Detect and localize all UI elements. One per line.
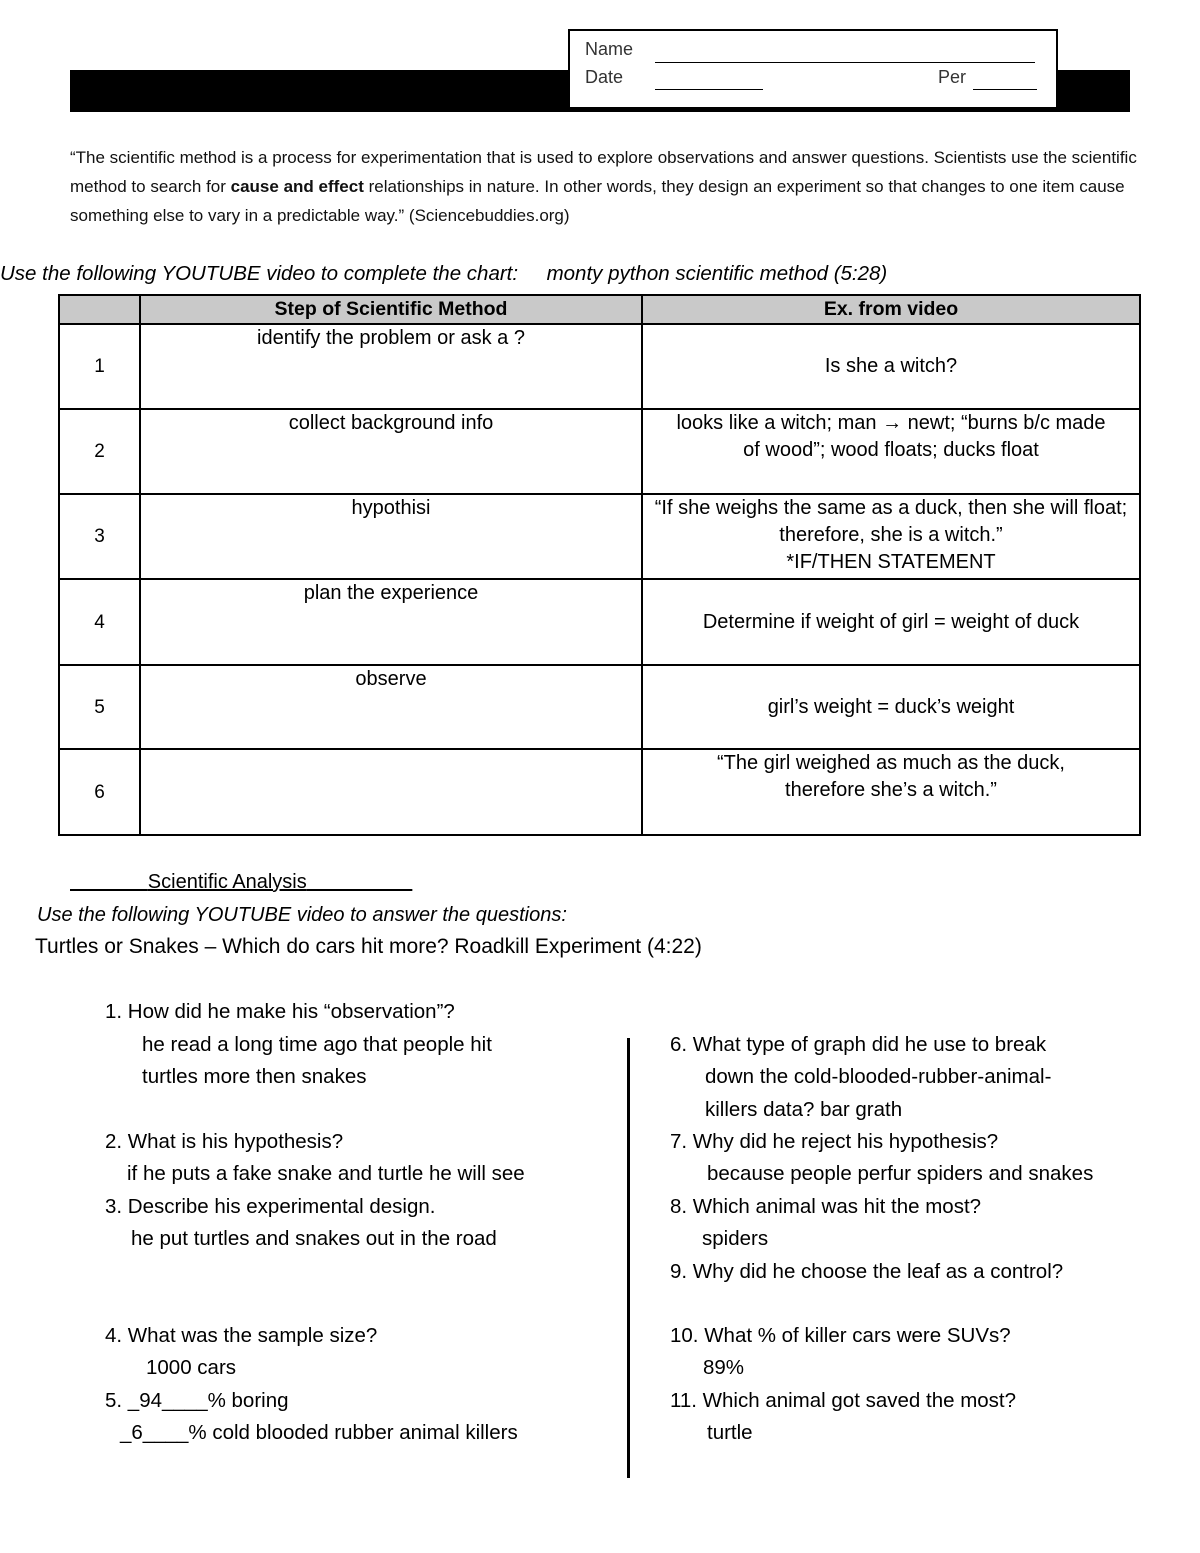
answer-1-line-1: he read a long time ago that people hit xyxy=(142,1033,492,1056)
question-8: 8. Which animal was hit the most? xyxy=(670,1195,982,1218)
question-6-line-1: 6. What type of graph did he use to break xyxy=(670,1033,1047,1056)
name-field[interactable] xyxy=(655,62,1035,63)
analysis-title-text: Scientific Analysis xyxy=(147,871,307,893)
table-row xyxy=(59,749,1140,835)
question-5-line-2: _6____% cold blooded rubber animal killers xyxy=(120,1421,518,1444)
column-divider xyxy=(627,1038,630,1478)
name-date-box xyxy=(568,29,1058,109)
row-number: 3 xyxy=(59,494,140,579)
answer-4: 1000 cars xyxy=(146,1356,237,1379)
quote-text-1: “The scientific method is a process for experimentation that is used to explore observations and answer questions. Scientists use the scientific method to search for xyxy=(70,148,1137,196)
question-1: 1. How did he make his “observation”? xyxy=(105,1000,455,1023)
answer-11: turtle xyxy=(707,1421,753,1444)
step-cell: hypothisi xyxy=(140,494,642,579)
row-number: 1 xyxy=(59,324,140,409)
answer-3: he put turtles and snakes out in the road xyxy=(131,1227,497,1250)
example-text: looks like a witch; man → newt; “burns b/c made of wood”; wood floats; ducks float xyxy=(676,412,1106,461)
name-label: Name xyxy=(585,39,634,59)
header-num xyxy=(59,295,140,324)
example-cell: Determine if weight of girl = weight of duck xyxy=(642,579,1140,665)
scientific-method-quote xyxy=(70,143,1140,230)
analysis-title xyxy=(70,871,412,894)
chart-instructions xyxy=(0,262,1150,286)
question-11: 11. Which animal got saved the most? xyxy=(670,1389,1017,1412)
answer-7: because people perfur spiders and snakes xyxy=(707,1162,1094,1185)
example-text: “The girl weighed as much as the duck, therefore she’s a witch.” xyxy=(717,752,1065,801)
analysis-video-title: Turtles or Snakes – Which do cars hit more? Roadkill Experiment (4:22) xyxy=(35,935,702,958)
example-text: “If she weighs the same as a duck, then she will float; therefore, she is a witch.” xyxy=(654,497,1128,546)
row-number: 2 xyxy=(59,409,140,494)
table-row xyxy=(59,579,1140,665)
quote-text-2: relationships in nature. In other words, they design an experiment so that changes to one item cause something else to vary in a predictable way.” (Sciencebuddies.org) xyxy=(70,177,1125,225)
example-cell xyxy=(642,749,1140,835)
header-step: Step of Scientific Method xyxy=(140,295,642,324)
per-label: Per xyxy=(938,67,967,87)
question-5-line-1: 5. _94____% boring xyxy=(105,1389,289,1412)
example-cell xyxy=(642,494,1140,579)
question-7: 7. Why did he reject his hypothesis? xyxy=(670,1130,999,1153)
table-row xyxy=(59,324,1140,409)
question-6-line-2: down the cold-blooded-rubber-animal- xyxy=(705,1065,1052,1088)
question-10: 10. What % of killer cars were SUVs? xyxy=(670,1324,1011,1347)
step-cell xyxy=(140,749,642,835)
date-label: Date xyxy=(585,67,624,87)
row-number: 4 xyxy=(59,579,140,665)
quote-bold: cause and effect xyxy=(230,177,364,196)
question-3: 3. Describe his experimental design. xyxy=(105,1195,436,1218)
header-example: Ex. from video xyxy=(642,295,1140,324)
table-row xyxy=(59,409,1140,494)
analysis-instructions: Use the following YOUTUBE video to answer the questions: xyxy=(37,904,567,926)
row-number: 6 xyxy=(59,749,140,835)
table-header-row xyxy=(59,295,1140,324)
answer-10: 89% xyxy=(703,1356,745,1379)
per-field[interactable] xyxy=(973,89,1037,90)
question-4: 4. What was the sample size? xyxy=(105,1324,378,1347)
question-6-line-3: killers data? bar grath xyxy=(705,1098,903,1121)
instructions-text: Use the following YOUTUBE video to complete the chart: xyxy=(0,262,519,285)
answer-8: spiders xyxy=(702,1227,769,1250)
date-field[interactable] xyxy=(655,89,763,90)
table-row xyxy=(59,494,1140,579)
video-title: monty python scientific method (5:28) xyxy=(546,262,888,285)
example-cell: girl’s weight = duck’s weight xyxy=(642,665,1140,749)
step-cell: plan the experience xyxy=(140,579,642,665)
example-note: *IF/THEN STATEMENT xyxy=(786,551,996,573)
row-number: 5 xyxy=(59,665,140,749)
question-9: 9. Why did he choose the leaf as a control? xyxy=(670,1260,1064,1283)
example-cell: Is she a witch? xyxy=(642,324,1140,409)
scientific-method-table xyxy=(58,294,1141,836)
step-cell: collect background info xyxy=(140,409,642,494)
step-cell: identify the problem or ask a ? xyxy=(140,324,642,409)
step-cell: observe xyxy=(140,665,642,749)
table-row xyxy=(59,665,1140,749)
answer-1-line-2: turtles more then snakes xyxy=(142,1065,367,1088)
question-2: 2. What is his hypothesis? xyxy=(105,1130,344,1153)
example-cell xyxy=(642,409,1140,494)
answer-2: if he puts a fake snake and turtle he will see xyxy=(127,1162,525,1185)
